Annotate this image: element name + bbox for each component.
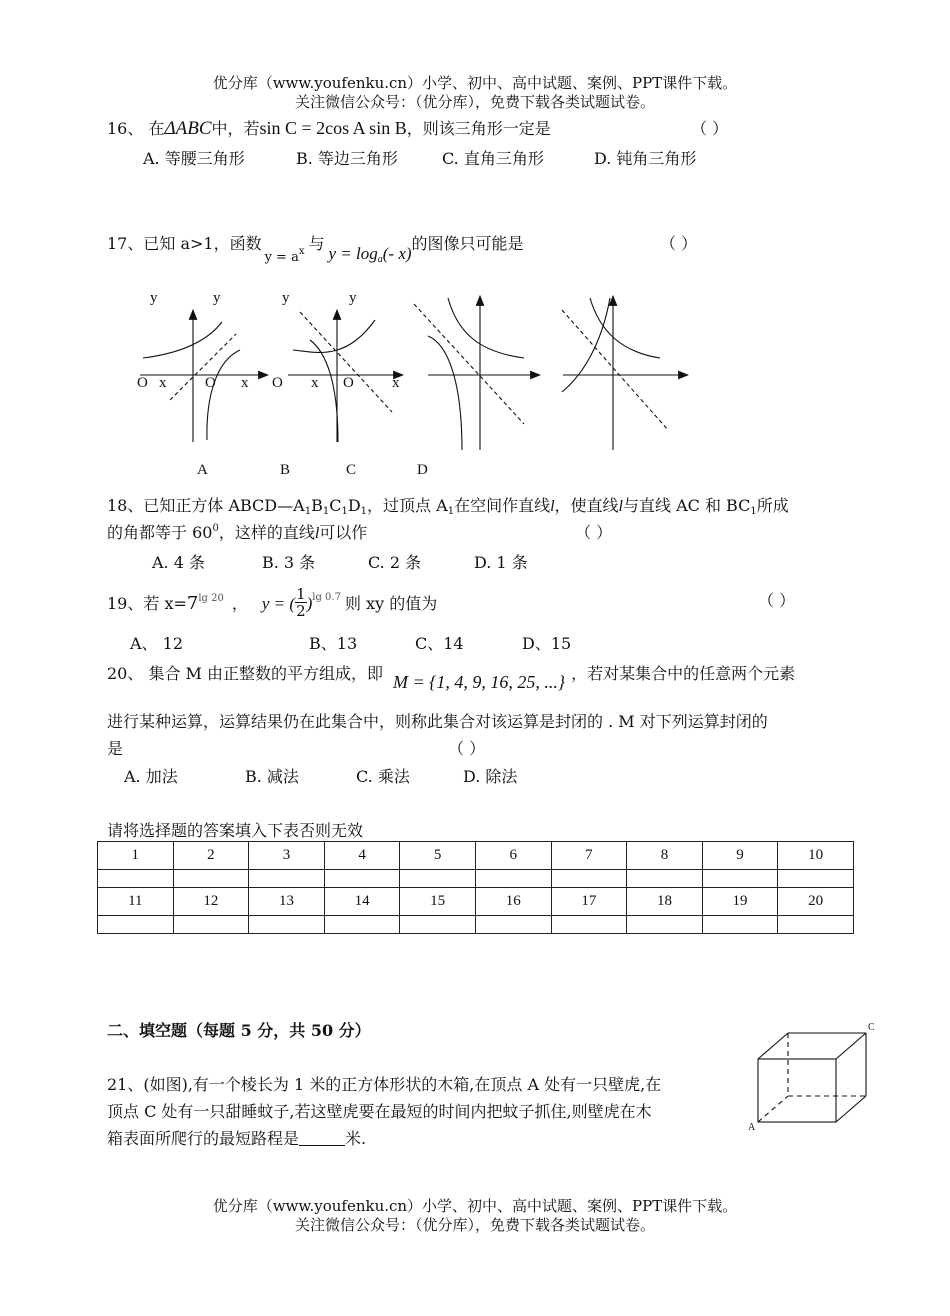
graph-d-dashed-line <box>562 310 668 430</box>
question-20-line-1: 20、 集合 M 由正整数的平方组成，即 M = {1, 4, 9, 16, 25, ...} ，若对某集合中的任意两个元素 <box>107 664 796 692</box>
q16-mid: 中，若 <box>211 119 260 138</box>
answer-cell[interactable] <box>324 916 400 934</box>
q17-f1: y = ax <box>264 246 305 265</box>
table-cell: 9 <box>702 842 778 870</box>
question-17 <box>107 231 524 265</box>
q16-triangle: ΔABC <box>164 118 212 139</box>
q20-option-b: B. 减法 <box>245 767 299 786</box>
q16-option-b: B. 等边三角形 <box>296 149 398 168</box>
q16-option-c: C. 直角三角形 <box>442 149 544 168</box>
answer-cell[interactable] <box>551 870 627 888</box>
graph-c-log-curve <box>428 336 462 450</box>
graph-label-y3: y <box>282 290 290 306</box>
cube-figure <box>740 1018 880 1133</box>
table-cell: 4 <box>324 842 400 870</box>
table-cell: 1 <box>98 842 174 870</box>
question-21-line-1: 21、(如图),有一个棱长为 1 米的正方体形状的木箱,在顶点 A 处有一只壁虎,在 <box>107 1075 662 1094</box>
q19-option-b: B、13 <box>309 634 358 653</box>
q19-option-c: C、14 <box>415 634 464 653</box>
table-row <box>98 842 854 870</box>
q19-option-a: A、 12 <box>130 634 184 653</box>
q20-option-d: D. 除法 <box>463 767 518 786</box>
graph-a-dashed-line <box>170 334 236 400</box>
graph-label-x4: x <box>392 375 400 391</box>
answer-cell[interactable] <box>475 916 551 934</box>
q19-paren: （ ） <box>758 591 796 610</box>
q17-prefix: 17、已知 a>1，函数 <box>107 234 262 253</box>
q16-option-d: D. 钝角三角形 <box>594 149 697 168</box>
graph-b-log-curve <box>310 340 338 442</box>
answer-cell[interactable] <box>778 870 854 888</box>
answer-cell[interactable] <box>98 870 174 888</box>
graph-caption-b: B <box>280 462 291 478</box>
graph-label-x1: x <box>159 375 167 391</box>
graph-d <box>562 296 688 450</box>
header-line-1: 优分库（www.youfenku.cn）小学、初中、高中试题、案例、PPT课件下载。 <box>212 74 738 92</box>
q16-option-a: A. 等腰三角形 <box>143 149 245 168</box>
answer-cell[interactable] <box>702 870 778 888</box>
header-line-2: 关注微信公众号：（优分库），免费下载各类试题试卷。 <box>294 93 655 111</box>
q20-options <box>0 764 950 786</box>
graph-label-y1: y <box>150 290 158 306</box>
graph-d-exp-curve <box>590 298 660 358</box>
graph-label-o4: O <box>343 375 354 391</box>
graph-label-x3: x <box>311 375 319 391</box>
footer-line-2: 关注微信公众号：（优分库），免费下载各类试题试卷。 <box>294 1216 655 1234</box>
table-cell: 20 <box>778 888 854 916</box>
q18-option-a: A. 4 条 <box>152 553 205 572</box>
answer-cell[interactable] <box>702 916 778 934</box>
table-cell: 11 <box>98 888 174 916</box>
answer-cell[interactable] <box>475 870 551 888</box>
table-cell: 18 <box>627 888 703 916</box>
question-18-line-1: 18、已知正方体 $ABCD—A_1B_1C_1D_1$，过顶点 $A_1$在空间作直线l，使直线l与直线 AC 和 $BC_1$所成 <box>107 496 789 517</box>
graph-label-y2: y <box>213 290 221 306</box>
q16-prefix: 16、 在 <box>107 119 165 138</box>
graph-a-log-curve <box>207 350 240 440</box>
section-2-title: 二、填空题（每题 5 分，共 50 分） <box>107 1021 371 1040</box>
answer-table <box>97 841 854 934</box>
q20-option-a: A. 加法 <box>124 767 178 786</box>
graph-label-o3: O <box>272 375 283 391</box>
cube-edge <box>758 1033 788 1059</box>
graph-a-exp-curve <box>143 322 222 358</box>
q19-fraction: $\frac{1}{2}$ <box>296 585 306 620</box>
graph-caption-d: D <box>417 462 428 478</box>
table-cell: 17 <box>551 888 627 916</box>
table-cell: 7 <box>551 842 627 870</box>
q17-paren: （ ） <box>660 234 698 253</box>
table-cell: 2 <box>173 842 249 870</box>
table-row-answers <box>98 870 854 888</box>
question-18-line-2: 的角都等于 $60^0$，这样的直线l可以作 <box>107 523 368 542</box>
answer-cell[interactable] <box>627 916 703 934</box>
graph-c-exp-curve <box>448 298 524 358</box>
q19-option-d: D、15 <box>522 634 572 653</box>
answer-cell[interactable] <box>249 916 325 934</box>
graph-label-x2: x <box>241 375 249 391</box>
answer-cell[interactable] <box>173 870 249 888</box>
q18-option-c: C. 2 条 <box>368 553 422 572</box>
q16-suffix: ，则该三角形一定是 <box>406 119 551 138</box>
answer-cell[interactable] <box>249 870 325 888</box>
q20-paren: （ ） <box>448 739 486 758</box>
table-cell: 19 <box>702 888 778 916</box>
q17-f2: $y = \log_a(-$ x) <box>328 244 412 265</box>
graph-b-dashed-line <box>300 312 392 412</box>
answer-cell[interactable] <box>400 870 476 888</box>
q19-options <box>0 631 950 653</box>
cube-label-c: C <box>868 1022 875 1033</box>
table-cell: 10 <box>778 842 854 870</box>
answer-cell[interactable] <box>778 916 854 934</box>
q20-set: M = {1, 4, 9, 16, 25, ...} <box>393 672 566 692</box>
table-row <box>98 888 854 916</box>
q18-paren: （ ） <box>575 523 613 542</box>
table-row-answers <box>98 916 854 934</box>
q20-option-c: C. 乘法 <box>356 767 410 786</box>
q18-options <box>0 550 950 572</box>
graph-caption-c: C <box>346 462 357 478</box>
q16-formula: sin C = 2cos A sin B <box>259 118 407 138</box>
question-21-line-3: 箱表面所爬行的最短路程是 米. <box>107 1129 367 1148</box>
q17-suffix: 的图像只可能是 <box>411 234 524 253</box>
table-cell: 15 <box>400 888 476 916</box>
graph-label-y4: y <box>349 290 357 306</box>
q17-mid: 与 <box>308 234 325 253</box>
table-cell: 8 <box>627 842 703 870</box>
answer-blank[interactable] <box>299 1131 345 1146</box>
answer-cell[interactable] <box>400 916 476 934</box>
table-cell: 13 <box>249 888 325 916</box>
graph-b-exp-curve <box>293 320 375 352</box>
answer-cell[interactable] <box>627 870 703 888</box>
graph-c-dashed-line <box>414 304 524 424</box>
answer-cell[interactable] <box>98 916 174 934</box>
q17-graphs <box>0 282 720 482</box>
question-19: 19、若 $x=7^{lg 20}$ ， y = ( $\frac{1}{2}$ )$^{lg 0.7}$ 则 xy 的值为 <box>107 585 438 620</box>
answer-cell[interactable] <box>551 916 627 934</box>
table-cell: 14 <box>324 888 400 916</box>
answer-cell[interactable] <box>173 916 249 934</box>
cube-edge <box>836 1096 866 1122</box>
graph-label-o1: O <box>137 375 148 391</box>
graph-label-o2: O <box>205 375 216 391</box>
q16-paren: （ ） <box>691 119 729 138</box>
graph-d-log-curve <box>562 298 610 392</box>
table-cell: 3 <box>249 842 325 870</box>
cube-label-a: A <box>748 1122 756 1133</box>
table-cell: 6 <box>475 842 551 870</box>
cube-front-face <box>758 1059 836 1122</box>
cube-hidden-edge <box>758 1096 788 1122</box>
q18-option-d: D. 1 条 <box>474 553 528 572</box>
table-cell: 12 <box>173 888 249 916</box>
question-20-line-3: 是 <box>107 739 124 758</box>
q18-option-b: B. 3 条 <box>262 553 316 572</box>
cube-edge <box>836 1033 866 1059</box>
answer-cell[interactable] <box>324 870 400 888</box>
table-cell: 5 <box>400 842 476 870</box>
footer-line-1: 优分库（www.youfenku.cn）小学、初中、高中试题、案例、PPT课件下载。 <box>212 1197 738 1215</box>
graph-c <box>414 296 540 450</box>
q16-options <box>0 146 950 168</box>
graph-caption-a: A <box>197 462 208 478</box>
question-21-line-2: 顶点 C 处有一只甜睡蚊子,若这壁虎要在最短的时间内把蚊子抓住,则壁虎在木 <box>107 1102 652 1121</box>
answer-table-caption: 请将选择题的答案填入下表否则无效 <box>107 821 364 840</box>
question-16 <box>107 116 551 140</box>
table-cell: 16 <box>475 888 551 916</box>
question-20-line-2: 进行某种运算，运算结果仍在此集合中，则称此集合对该运算是封闭的 . M 对下列运算封闭的 <box>107 712 768 731</box>
